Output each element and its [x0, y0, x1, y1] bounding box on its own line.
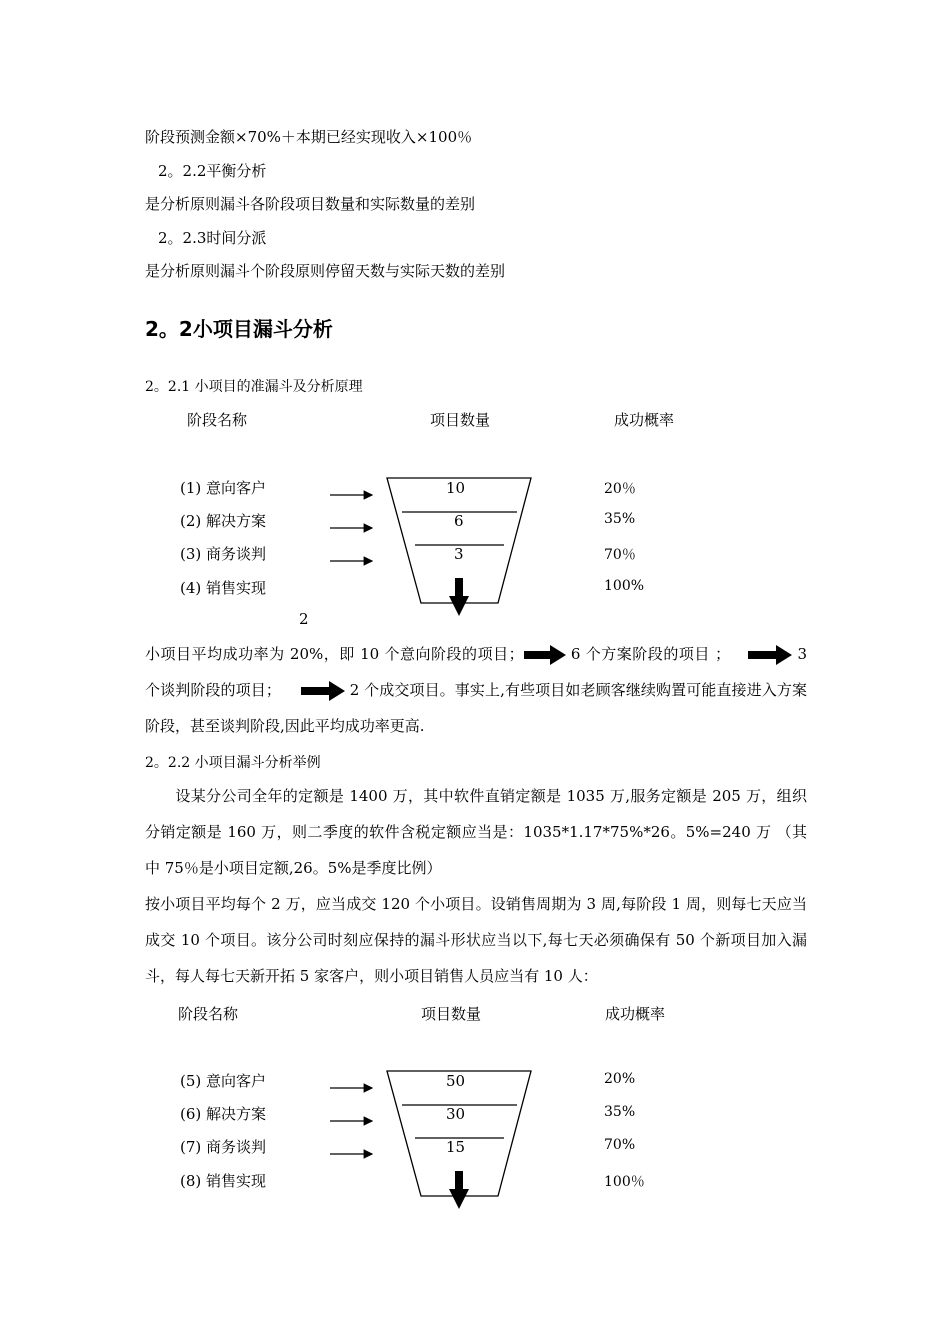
header-stage-name: 阶段名称 — [187, 411, 248, 429]
section-2-2-3-title: 2。2.3时间分派 — [158, 229, 267, 247]
stage-probability: 70％ — [604, 547, 636, 563]
stage-count: 30 — [446, 1105, 466, 1123]
quota-text: 设某分公司全年的定额是 1400 万，其中软件直销定额是 1035 万,服务定额是 205 万，组织分销定额是 160 万，则二季度的软件含税定额应当是：1035*1.17*75%*26。5%=240 万 （其中 75％是小项目定额,26。5%是季度比例） — [145, 787, 807, 877]
stage-probability: 20% — [604, 1071, 636, 1087]
stage-probability: 20％ — [604, 481, 636, 497]
section-2-2-3-text: 是分析原则漏斗个阶段原则停留天数与实际天数的差别 — [145, 262, 506, 280]
stage-probability: 35% — [604, 511, 636, 527]
header-success-rate: 成功概率 — [605, 1005, 666, 1023]
stage-label: (2) 解决方案 — [180, 512, 267, 530]
stage-probability: 70% — [604, 1137, 636, 1153]
stage-count: 50 — [446, 1072, 466, 1090]
stage-count: 3 — [454, 545, 464, 563]
explanation-part: 6 个方案阶段的项目 ； — [570, 645, 731, 663]
stage-count: 6 — [454, 512, 464, 530]
subsection-2-2-1-title: 2。2.1 小项目的准漏斗及分析原理 — [145, 379, 363, 395]
stage-label: (7) 商务谈判 — [180, 1138, 267, 1156]
bold-arrow-icon — [524, 644, 566, 666]
explanation-part: 小项目平均成功率为 20%，即 10 个意向阶段的项目； — [145, 645, 524, 663]
funnel-explanation — [145, 636, 807, 744]
stage-label: (5) 意向客户 — [180, 1072, 267, 1090]
section-heading: 2。2小项目漏斗分析 — [145, 317, 333, 341]
stage-probability: 35% — [604, 1104, 636, 1120]
stage-count: 10 — [446, 479, 466, 497]
section-2-2-2-text: 是分析原则漏斗各阶段项目数量和实际数量的差别 — [145, 195, 476, 213]
funnel-result: 2 — [299, 610, 309, 628]
stage-label: (8) 销售实现 — [180, 1172, 267, 1190]
bold-arrow-icon — [301, 680, 345, 702]
funnel-shape — [320, 1063, 560, 1213]
header-project-count: 项目数量 — [430, 411, 491, 429]
subsection-2-2-2-title: 2。2.2 小项目漏斗分析举例 — [145, 755, 321, 771]
section-2-2-2-title: 2。2.2平衡分析 — [158, 162, 267, 180]
explanation-part: 3 个谈判阶段的项目； — [145, 645, 807, 699]
quota-paragraph — [145, 778, 807, 886]
funnel-shape — [320, 470, 560, 620]
stage-label: (4) 销售实现 — [180, 579, 267, 597]
down-arrow-icon — [455, 1171, 463, 1191]
stage-label: (6) 解决方案 — [180, 1105, 267, 1123]
formula-line: 阶段预测金额×70%＋本期已经实现收入×100％ — [145, 128, 473, 146]
stage-label: (1) 意向客户 — [180, 479, 267, 497]
header-success-rate: 成功概率 — [614, 411, 675, 429]
down-arrow-icon — [455, 578, 463, 598]
stage-label: (3) 商务谈判 — [180, 545, 267, 563]
header-stage-name: 阶段名称 — [178, 1005, 239, 1023]
bold-arrow-icon — [748, 644, 792, 666]
explanation-part: 2 个成交项目。事实上,有些项目如老顾客继续购置可能直接进入方案阶段，甚至谈判阶段,因此平均成功率更高. — [145, 681, 807, 735]
sales-paragraph: 按小项目平均每个 2 万，应当成交 120 个小项目。设销售周期为 3 周,每阶段 1 周，则每七天应当成交 10 个项目。该分公司时刻应保持的漏斗形状应当以下,每七天必须确保有 50 个新项目加入漏斗，每人每七天新开拓 5 家客户，则小项目销售人员应当有 10 人： — [145, 895, 807, 985]
header-project-count: 项目数量 — [421, 1005, 482, 1023]
stage-probability: 100％ — [604, 1174, 645, 1190]
stage-probability: 100% — [604, 578, 645, 594]
stage-count: 15 — [446, 1138, 466, 1156]
